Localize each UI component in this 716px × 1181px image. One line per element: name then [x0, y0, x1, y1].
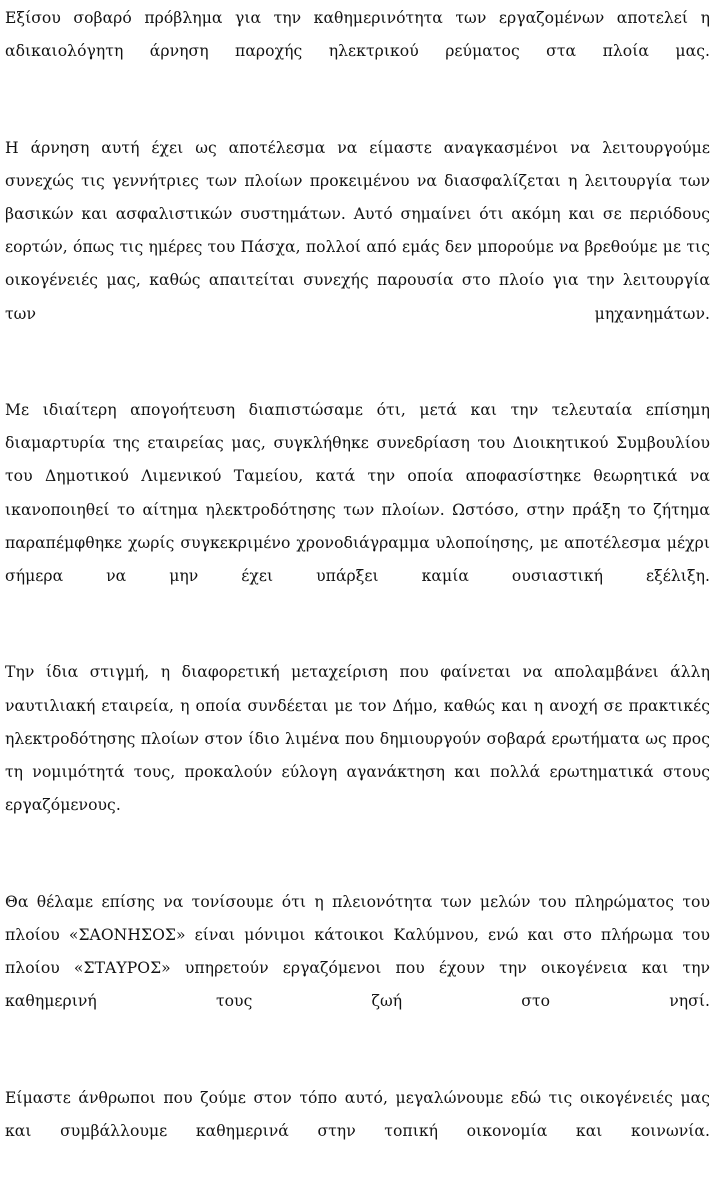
- paragraph-1: Εξίσου σοβαρό πρόβλημα για την καθημερινότητα των εργαζομένων αποτελεί η αδικαιολόγητη άρνηση παροχής ηλεκτρικού ρεύματος στα πλοία μας.: [5, 9, 710, 61]
- document-body: [0, 2, 716, 1140]
- paragraph-6: Είμαστε άνθρωποι που ζούμε στον τόπο αυτό, μεγαλώνουμε εδώ τις οικογένειές μας και συμβάλλουμε καθημερινά στην τοπική οικονομία και κοινωνία.: [5, 1088, 710, 1140]
- paragraph-2: Η άρνηση αυτή έχει ως αποτέλεσμα να είμαστε αναγκασμένοι να λειτουργούμε συνεχώς τις γεννήτριες των πλοίων προκειμένου να διασφαλίζεται η λειτουργία των βασικών και ασφαλιστικών συστημάτων. Αυτό σημαίνει ότι ακόμη και σε περιόδους εορτών, όπως τις ημέρες του Πάσχα, πολλοί από εμάς δεν μπορούμε να βρεθούμε με τις οικογένειές μας, καθώς απαιτείται συνεχής παρουσία στο πλοίο για την λειτουργία των μηχανημάτων.: [5, 138, 710, 323]
- paragraph-3: Με ιδιαίτερη απογοήτευση διαπιστώσαμε ότι, μετά και την τελευταία επίσημη διαμαρτυρία της εταιρείας μας, συγκλήθηκε συνεδρίαση του Διοικητικού Συμβουλίου του Δημοτικού Λιμενικού Ταμείου, κατά την οποία αποφασίστηκε θεωρητικά να ικανοποιηθεί το αίτημα ηλεκτροδότησης των πλοίων. Ωστόσο, στην πράξη το ζήτημα παραπέμφθηκε χωρίς συγκεκριμένο χρονοδιάγραμμα υλοποίησης, με αποτέλεσμα μέχρι σήμερα να μην έχει υπάρξει καμία ουσιαστική εξέλιξη.: [5, 401, 710, 586]
- paragraph-5: Θα θέλαμε επίσης να τονίσουμε ότι η πλειονότητα των μελών του πληρώματος του πλοίου «ΣΑΟΝΗΣΟΣ» είναι μόνιμοι κάτοικοι Καλύμνου, ενώ και στο πλήρωμα του πλοίου «ΣΤΑΥΡΟΣ» υπηρετούν εργαζόμενοι που έχουν την οικογένεια και την καθημερινή τους ζωή στο νησί.: [5, 892, 710, 1011]
- paragraph-4: Την ίδια στιγμή, η διαφορετική μεταχείριση που φαίνεται να απολαμβάνει άλλη ναυτιλιακή εταιρεία, η οποία συνδέεται με τον Δήμο, καθώς και η ανοχή σε πρακτικές ηλεκτροδότησης πλοίων στον ίδιο λιμένα που δημιουργούν σοβαρά ερωτήματα ως προς τη νομιμότητά τους, προκαλούν εύλογη αγανάκτηση και πολλά ερωτηματικά στους εργαζόμενους.: [5, 663, 710, 815]
